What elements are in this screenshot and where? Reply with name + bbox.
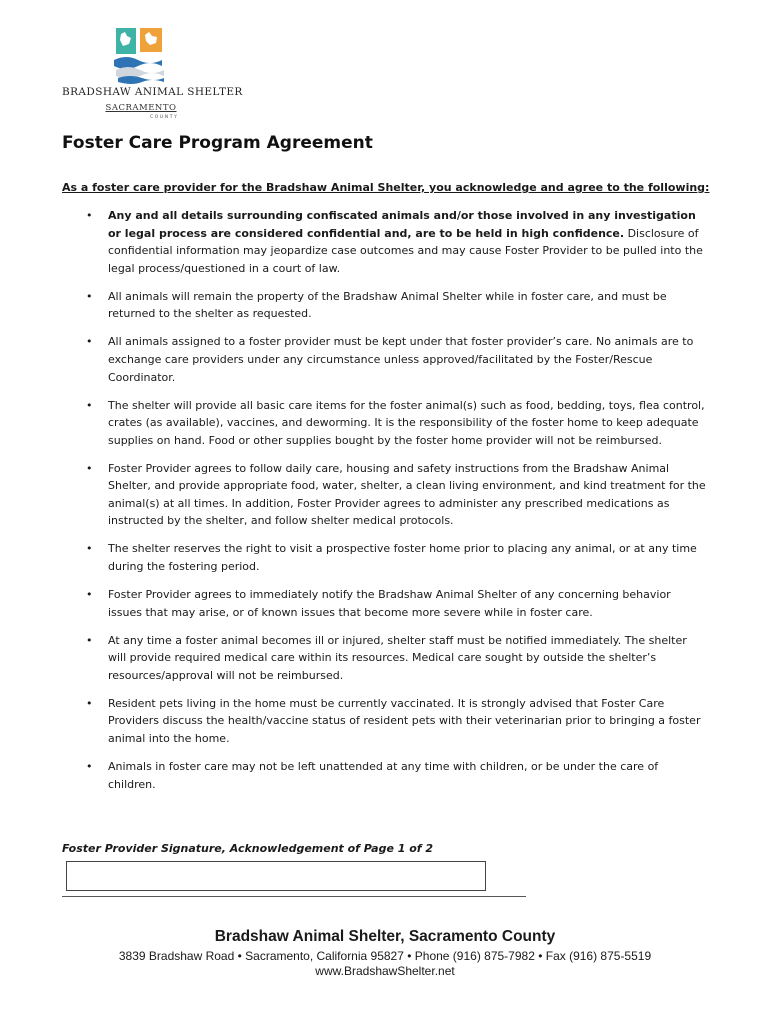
item-text: All animals assigned to a foster provider must be kept under that foster provider’s care. No animals are to exchange care providers under any circumstance unless approved/facilitated by the Foster/Rescue Coordinator. xyxy=(108,335,694,384)
shelter-logo xyxy=(62,24,243,122)
item-text: Foster Provider agrees to immediately notify the Bradshaw Animal Shelter of any concerning behavior issues that may arise, or of known issues that become more severe while in foster care. xyxy=(108,588,671,619)
bullet-icon: • xyxy=(86,209,93,222)
item-text: Foster Provider agrees to follow daily care, housing and safety instructions from the Bradshaw Animal Shelter, and provide appropriate food, water, shelter, a clean living environment, and kind treatment for the animal(s) at all times. In addition, Foster Provider agrees to administer any prescribed medications as instructed by the shelter, and follow shelter medical protocols. xyxy=(108,461,706,528)
bullet-icon: • xyxy=(86,542,93,556)
item-bold-text: Any and all details surrounding confiscated animals and/or those involved in any investigation or legal process are considered confidential and, are to be held in high confidence. xyxy=(108,209,696,240)
footer-website-link[interactable]: www.BradshawShelter.net xyxy=(315,964,455,978)
list-item xyxy=(62,695,708,748)
bullet-icon: • xyxy=(86,461,93,475)
list-item xyxy=(62,288,708,323)
bullet-icon: • xyxy=(86,588,93,602)
bullet-icon: • xyxy=(86,633,93,647)
logo-wave-top xyxy=(114,57,162,69)
item-text: All animals will remain the property of the Bradshaw Animal Shelter while in foster care, and must be returned to the shelter as requested. xyxy=(108,289,667,321)
list-item xyxy=(62,333,708,386)
list-item xyxy=(62,586,708,621)
intro-statement: As a foster care provider for the Bradshaw Animal Shelter, you acknowledge and agree to the following: xyxy=(62,181,710,194)
footer-title: Bradshaw Animal Shelter, Sacramento County xyxy=(214,928,556,945)
page-title: Foster Care Program Agreement xyxy=(62,133,373,153)
bullet-icon: • xyxy=(86,335,93,349)
list-item xyxy=(62,207,708,277)
footer-address: 3839 Bradshaw Road • Sacramento, California 95827 • Phone (916) 875-7982 • Fax (916) 875-5519 xyxy=(118,949,652,963)
bullet-icon: • xyxy=(86,289,93,303)
logo-wave-bottom xyxy=(118,76,164,84)
list-item xyxy=(62,460,708,530)
logo-county: COUNTY xyxy=(150,115,179,120)
list-item xyxy=(62,758,708,793)
agreement-list xyxy=(62,207,708,804)
item-text: The shelter will provide all basic care items for the foster animal(s) such as food, bedding, toys, flea control, crates (as available), vaccines, and deworming. It is the responsibility of the foster home to keep adequate supplies on hand. Food or other supplies bought by the foster home provider will not be reimbursed. xyxy=(108,398,705,447)
item-text: Disclosure of confidential information may jeopardize case outcomes and may cause Foster Provider to be pulled into the legal process/questioned in a court of law. xyxy=(108,226,703,275)
list-item xyxy=(62,540,708,575)
signature-field[interactable] xyxy=(66,861,486,891)
shelter-logo-icon xyxy=(114,26,166,84)
list-item xyxy=(62,632,708,685)
bullet-icon: • xyxy=(86,759,93,773)
item-text: Animals in foster care may not be left unattended at any time with children, or be under the care of children. xyxy=(108,759,659,791)
signature-underline xyxy=(62,896,526,897)
item-text: Resident pets living in the home must be currently vaccinated. It is strongly advised that Foster Care Providers discuss the health/vaccine status of resident pets with their veterinarian prior to bringing a foster animal into the home. xyxy=(108,696,701,745)
bullet-icon: • xyxy=(86,398,93,412)
list-item xyxy=(62,397,708,450)
logo-sacramento: SACRAMENTO xyxy=(105,103,177,113)
bullet-icon: • xyxy=(86,696,93,710)
logo-name: BRADSHAW ANIMAL SHELTER xyxy=(62,86,243,98)
item-text: The shelter reserves the right to visit a prospective foster home prior to placing any animal, or at any time during the fostering period. xyxy=(108,542,697,574)
item-text: At any time a foster animal becomes ill or injured, shelter staff must be notified immediately. The shelter will provide required medical care within its resources. Medical care sought by outside the shelter’s resources/approval will not be reimbursed. xyxy=(108,633,687,682)
signature-label: Foster Provider Signature, Acknowledgement of Page 1 of 2 xyxy=(62,842,434,855)
